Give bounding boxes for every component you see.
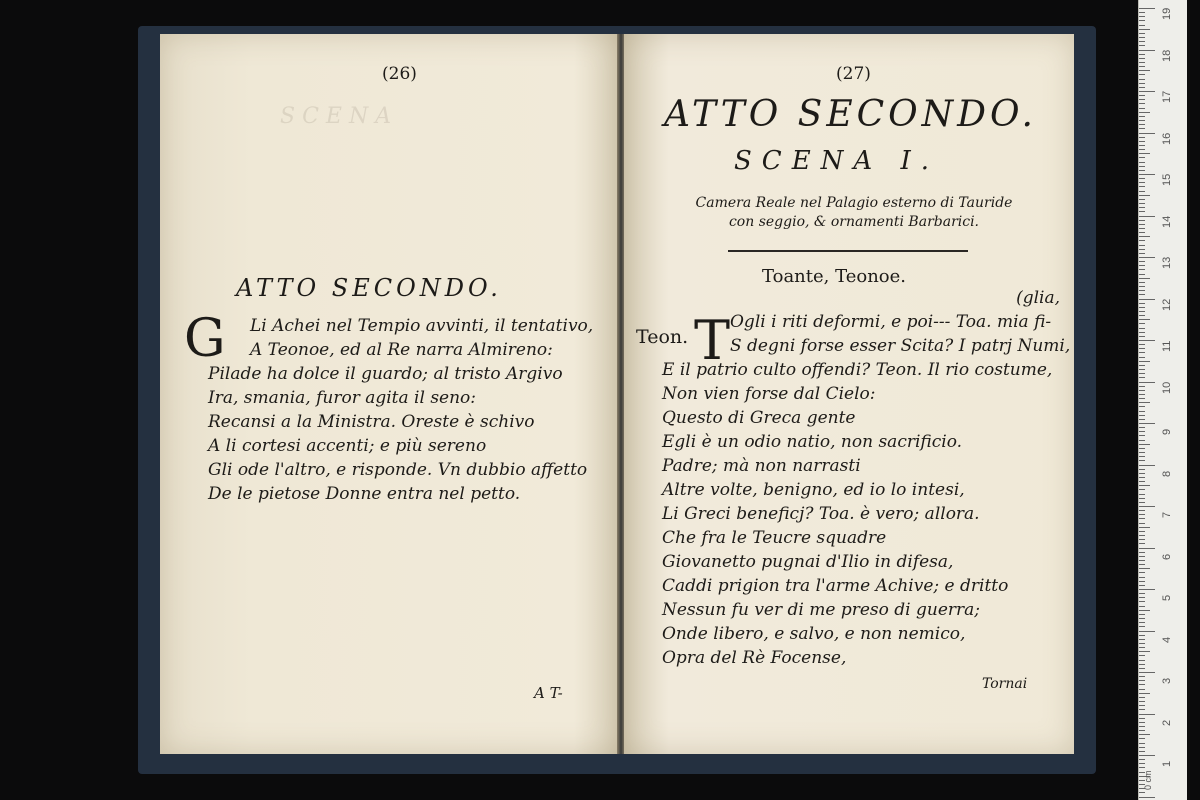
ruler-tick: [1139, 797, 1155, 798]
ruler-tick: [1139, 651, 1150, 652]
ruler-tick: [1139, 427, 1145, 428]
ruler-tick: [1139, 577, 1145, 578]
ruler-tick: [1139, 444, 1150, 445]
ruler-tick: [1139, 41, 1145, 42]
ruler-tick: [1139, 45, 1145, 46]
ruler-tick: [1139, 680, 1145, 681]
verse-line: Recansi a la Ministra. Oreste è schivo: [208, 412, 535, 432]
ruler-tick: [1139, 631, 1155, 632]
ruler-number: 17: [1161, 90, 1173, 103]
verse-line: Padre; mà non narrasti: [662, 456, 861, 476]
ruler-tick: [1139, 348, 1145, 349]
bleed-through-text: S C E N A: [280, 104, 392, 129]
ruler-tick: [1139, 767, 1145, 768]
right-page: [624, 34, 1074, 754]
ruler-tick: [1139, 128, 1145, 129]
verse-line: Pilade ha dolce il guardo; al tristo Argivo: [208, 364, 563, 384]
ruler-tick: [1139, 759, 1145, 760]
ruler-number: 10: [1161, 381, 1173, 394]
setting-line: con seggio, & ornamenti Barbarici.: [728, 214, 980, 230]
ruler-tick: [1139, 556, 1145, 557]
ruler-tick: [1139, 506, 1155, 507]
ruler-tick: [1139, 269, 1145, 270]
ruler-tick: [1139, 660, 1145, 661]
ruler-tick: [1139, 722, 1145, 723]
ruler-tick: [1139, 361, 1150, 362]
ruler-tick: [1139, 195, 1150, 196]
ruler-tick: [1139, 423, 1155, 424]
ruler-tick: [1139, 83, 1145, 84]
ruler-tick: [1139, 730, 1145, 731]
ruler-tick: [1139, 137, 1145, 138]
ruler-tick: [1139, 568, 1150, 569]
ruler-tick: [1139, 311, 1145, 312]
divider-rule: [728, 250, 968, 252]
ruler-tick: [1139, 456, 1145, 457]
ruler-tick: [1139, 460, 1145, 461]
ruler-tick: [1139, 294, 1145, 295]
ruler-tick: [1139, 502, 1145, 503]
ruler-tick: [1139, 415, 1145, 416]
ruler-number: 12: [1161, 298, 1173, 311]
ruler-number: 1: [1161, 760, 1173, 767]
ruler-tick: [1139, 585, 1145, 586]
ruler-tick: [1139, 564, 1145, 565]
ruler-tick: [1139, 377, 1145, 378]
ruler-tick: [1139, 406, 1145, 407]
ruler-tick: [1139, 531, 1145, 532]
ruler-tick: [1139, 207, 1145, 208]
ruler-number: 7: [1161, 511, 1173, 518]
ruler-tick: [1139, 465, 1155, 466]
ruler-tick: [1139, 734, 1150, 735]
ruler-tick: [1139, 211, 1145, 212]
ruler-tick: [1139, 755, 1155, 756]
ruler-tick: [1139, 365, 1145, 366]
ruler-tick: [1139, 199, 1145, 200]
ruler-tick: [1139, 170, 1145, 171]
ruler-tick: [1139, 448, 1145, 449]
ruler-tick: [1139, 79, 1145, 80]
verse-line: Giovanetto pugnai d'Ilio in difesa,: [662, 552, 954, 572]
scene-heading: SCENA I.: [734, 146, 940, 176]
page-number-right: (27): [836, 64, 871, 84]
ruler-tick: [1139, 398, 1145, 399]
ruler-tick: [1139, 145, 1145, 146]
dialogue-verses: [662, 310, 1072, 670]
ruler-tick: [1139, 369, 1145, 370]
ruler-tick: [1139, 278, 1150, 279]
ruler-tick: [1139, 701, 1145, 702]
catchword-left: A T-: [534, 684, 563, 702]
ruler-tick: [1139, 299, 1155, 300]
ruler-number: 8: [1161, 470, 1173, 477]
ruler-tick: [1139, 112, 1150, 113]
ruler-tick: [1139, 635, 1145, 636]
ruler-tick: [1139, 228, 1145, 229]
ruler-tick: [1139, 37, 1145, 38]
ruler-tick: [1139, 452, 1145, 453]
ruler-tick: [1139, 257, 1155, 258]
ruler-tick: [1139, 597, 1145, 598]
ruler-tick: [1139, 141, 1145, 142]
ruler-tick: [1139, 319, 1150, 320]
ruler-tick: [1139, 543, 1145, 544]
ruler-tick: [1139, 74, 1145, 75]
verse-line: Ogli i riti deformi, e poi--- Toa. mia fi-: [730, 312, 1052, 332]
ruler-tick: [1139, 469, 1145, 470]
ruler-tick: [1139, 626, 1145, 627]
ruler-tick: [1139, 751, 1145, 752]
ruler-tick: [1139, 33, 1145, 34]
ruler-number: 3: [1161, 677, 1173, 684]
ruler-tick: [1139, 25, 1145, 26]
ruler-tick: [1139, 655, 1145, 656]
ruler-tick: [1139, 62, 1145, 63]
ruler-number: 19: [1161, 7, 1173, 20]
ruler-tick: [1139, 16, 1145, 17]
ruler-tick: [1139, 601, 1145, 602]
ruler-tick: [1139, 274, 1145, 275]
characters-line: Toante, Teonoe.: [762, 266, 906, 287]
ruler-number: 18: [1161, 49, 1173, 62]
catchword-right: Tornai: [982, 676, 1028, 692]
ruler-tick: [1139, 614, 1145, 615]
ruler-tick: [1139, 20, 1145, 21]
verse-line: Li Achei nel Tempio avvinti, il tentativo,: [250, 316, 594, 336]
argument-verses: [208, 314, 608, 506]
ruler-tick: [1139, 245, 1145, 246]
ruler-tick: [1139, 232, 1145, 233]
verse-line: De le pietose Donne entra nel petto.: [208, 484, 521, 504]
ruler-tick: [1139, 411, 1145, 412]
ruler-tick: [1139, 394, 1145, 395]
ruler-tick: [1139, 315, 1145, 316]
ruler-tick: [1139, 95, 1145, 96]
ruler-tick: [1139, 668, 1145, 669]
ruler-tick: [1139, 689, 1145, 690]
ruler-tick: [1139, 481, 1145, 482]
ruler-tick: [1139, 352, 1145, 353]
verse-line: Egli è un odio natio, non sacrificio.: [662, 432, 963, 452]
ruler-tick: [1139, 560, 1145, 561]
ruler-tick: [1139, 581, 1145, 582]
ruler-tick: [1139, 157, 1145, 158]
ruler-tick: [1139, 54, 1145, 55]
verse-line: S degni forse esser Scita? I patrj Numi,: [730, 336, 1071, 356]
ruler-number: 16: [1161, 132, 1173, 145]
ruler-tick: [1139, 518, 1145, 519]
ruler-tick: [1139, 622, 1145, 623]
ruler-tick: [1139, 510, 1145, 511]
ruler-tick: [1139, 282, 1145, 283]
ruler-tick: [1139, 514, 1145, 515]
ruler-tick: [1139, 726, 1145, 727]
ruler-tick: [1139, 66, 1145, 67]
ruler-tick: [1139, 718, 1145, 719]
ruler-tick: [1139, 220, 1145, 221]
ruler-tick: [1139, 253, 1145, 254]
ruler-tick: [1139, 527, 1150, 528]
ruler-tick: [1139, 340, 1155, 341]
ruler-tick: [1139, 477, 1145, 478]
ruler-tick: [1139, 552, 1145, 553]
ruler-tick: [1139, 236, 1150, 237]
ruler-tick: [1139, 697, 1145, 698]
ruler-tick: [1139, 344, 1145, 345]
verse-line: Che fra le Teucre squadre: [662, 528, 887, 548]
ruler-tick: [1139, 440, 1145, 441]
drop-cap-t: T: [694, 309, 731, 372]
ruler-tick: [1139, 618, 1145, 619]
speaker-label: Teon.: [636, 326, 689, 348]
ruler-tick: [1139, 738, 1145, 739]
ruler-tick: [1139, 357, 1145, 358]
ruler-tick: [1139, 108, 1145, 109]
ruler-tick: [1139, 709, 1145, 710]
ruler-tick: [1139, 216, 1155, 217]
ruler-tick: [1139, 124, 1145, 125]
verse-line: Non vien forse dal Cielo:: [662, 384, 876, 404]
page-number-left: (26): [382, 64, 417, 84]
ruler-tick: [1139, 166, 1145, 167]
ruler-tick: [1139, 286, 1145, 287]
ruler-tick: [1139, 539, 1145, 540]
ruler-tick: [1139, 249, 1145, 250]
ruler-tick: [1139, 386, 1145, 387]
ruler-number: 14: [1161, 215, 1173, 228]
ruler-tick: [1139, 743, 1145, 744]
ruler-tick: [1139, 91, 1155, 92]
ruler-tick: [1139, 382, 1155, 383]
ruler-tick: [1139, 693, 1150, 694]
ruler-tick: [1139, 191, 1145, 192]
ruler-tick: [1139, 535, 1145, 536]
ruler-tick: [1139, 328, 1145, 329]
ruler-tick: [1139, 714, 1155, 715]
ruler-tick: [1139, 473, 1145, 474]
ruler-tick: [1139, 684, 1145, 685]
ruler-tick: [1139, 178, 1145, 179]
ruler-tick: [1139, 50, 1155, 51]
verse-line: Nessun fu ver di me preso di guerra;: [662, 600, 980, 620]
ruler-tick: [1139, 332, 1145, 333]
ruler-tick: [1139, 261, 1145, 262]
ruler-tick: [1139, 153, 1150, 154]
verse-line: A li cortesi accenti; e più sereno: [208, 436, 487, 456]
ruler-tick: [1139, 523, 1145, 524]
ruler-tick: [1139, 435, 1145, 436]
verse-line: Onde libero, e salvo, e non nemico,: [662, 624, 966, 644]
ruler-tick: [1139, 705, 1145, 706]
ruler-tick: [1139, 494, 1145, 495]
ruler-tick: [1139, 431, 1145, 432]
ruler-tick: [1139, 8, 1155, 9]
measurement-ruler: [1138, 0, 1187, 800]
ruler-number: 5: [1161, 594, 1173, 601]
scene-setting: [674, 194, 1034, 232]
ruler-number: 4: [1161, 636, 1173, 643]
ruler-number: 2: [1161, 719, 1173, 726]
setting-line: Camera Reale nel Palagio esterno di Tauride: [695, 195, 1013, 211]
verse-line: Questo di Greca gente: [662, 408, 856, 428]
verse-line: Ira, smania, furor agita il seno:: [208, 388, 477, 408]
ruler-unit-label: 0 cm: [1143, 770, 1153, 790]
line-continuation: (glia,: [1016, 288, 1060, 308]
ruler-tick: [1139, 240, 1145, 241]
ruler-tick: [1139, 290, 1145, 291]
verse-line: Li Greci beneficj? Toa. è vero; allora.: [662, 504, 980, 524]
verse-line: Altre volte, benigno, ed io lo intesi,: [662, 480, 965, 500]
ruler-tick: [1139, 548, 1155, 549]
ruler-tick: [1139, 643, 1145, 644]
ruler-tick: [1139, 265, 1145, 266]
ruler-tick: [1139, 676, 1145, 677]
drop-cap-g: G: [184, 309, 226, 369]
ruler-tick: [1139, 593, 1145, 594]
ruler-tick: [1139, 489, 1145, 490]
ruler-tick: [1139, 485, 1150, 486]
ruler-tick: [1139, 103, 1145, 104]
ruler-tick: [1139, 116, 1145, 117]
ruler-tick: [1139, 402, 1150, 403]
verse-line: Opra del Rè Focense,: [662, 648, 847, 668]
ruler-tick: [1139, 303, 1145, 304]
ruler-tick: [1139, 606, 1145, 607]
ruler-number: 15: [1161, 173, 1173, 186]
ruler-tick: [1139, 174, 1155, 175]
ruler-tick: [1139, 70, 1150, 71]
act-title-right: ATTO SECONDO.: [664, 94, 1037, 135]
ruler-tick: [1139, 323, 1145, 324]
ruler-tick: [1139, 639, 1145, 640]
ruler-tick: [1139, 162, 1145, 163]
ruler-tick: [1139, 572, 1145, 573]
ruler-tick: [1139, 589, 1155, 590]
ruler-tick: [1139, 12, 1145, 13]
ruler-number: 6: [1161, 553, 1173, 560]
ruler-tick: [1139, 149, 1145, 150]
ruler-tick: [1139, 120, 1145, 121]
verse-line: E il patrio culto offendi? Teon. Il rio costume,: [662, 360, 1053, 380]
verse-line: Gli ode l'altro, e risponde. Vn dubbio affetto: [208, 460, 588, 480]
ruler-number: 13: [1161, 256, 1173, 269]
verse-line: A Teonoe, ed al Re narra Almireno:: [250, 340, 553, 360]
ruler-tick: [1139, 203, 1145, 204]
ruler-tick: [1139, 747, 1145, 748]
ruler-tick: [1139, 419, 1145, 420]
ruler-tick: [1139, 99, 1145, 100]
ruler-number: 11: [1161, 340, 1173, 352]
ruler-tick: [1139, 182, 1145, 183]
ruler-tick: [1139, 763, 1145, 764]
ruler-tick: [1139, 373, 1145, 374]
ruler-tick: [1139, 336, 1145, 337]
ruler-tick: [1139, 498, 1145, 499]
ruler-tick: [1139, 307, 1145, 308]
ruler-tick: [1139, 647, 1145, 648]
act-title-left: ATTO SECONDO.: [236, 274, 502, 302]
ruler-tick: [1139, 133, 1155, 134]
ruler-tick: [1139, 29, 1150, 30]
ruler-tick: [1139, 610, 1150, 611]
verse-line: Caddi prigion tra l'arme Achive; e dritto: [662, 576, 1009, 596]
left-page: [160, 34, 620, 754]
ruler-tick: [1139, 672, 1155, 673]
ruler-tick: [1139, 792, 1145, 793]
ruler-number: 9: [1161, 428, 1173, 435]
ruler-tick: [1139, 224, 1145, 225]
ruler-tick: [1139, 664, 1145, 665]
ruler-tick: [1139, 186, 1145, 187]
ruler-tick: [1139, 87, 1145, 88]
ruler-tick: [1139, 390, 1145, 391]
ruler-tick: [1139, 58, 1145, 59]
